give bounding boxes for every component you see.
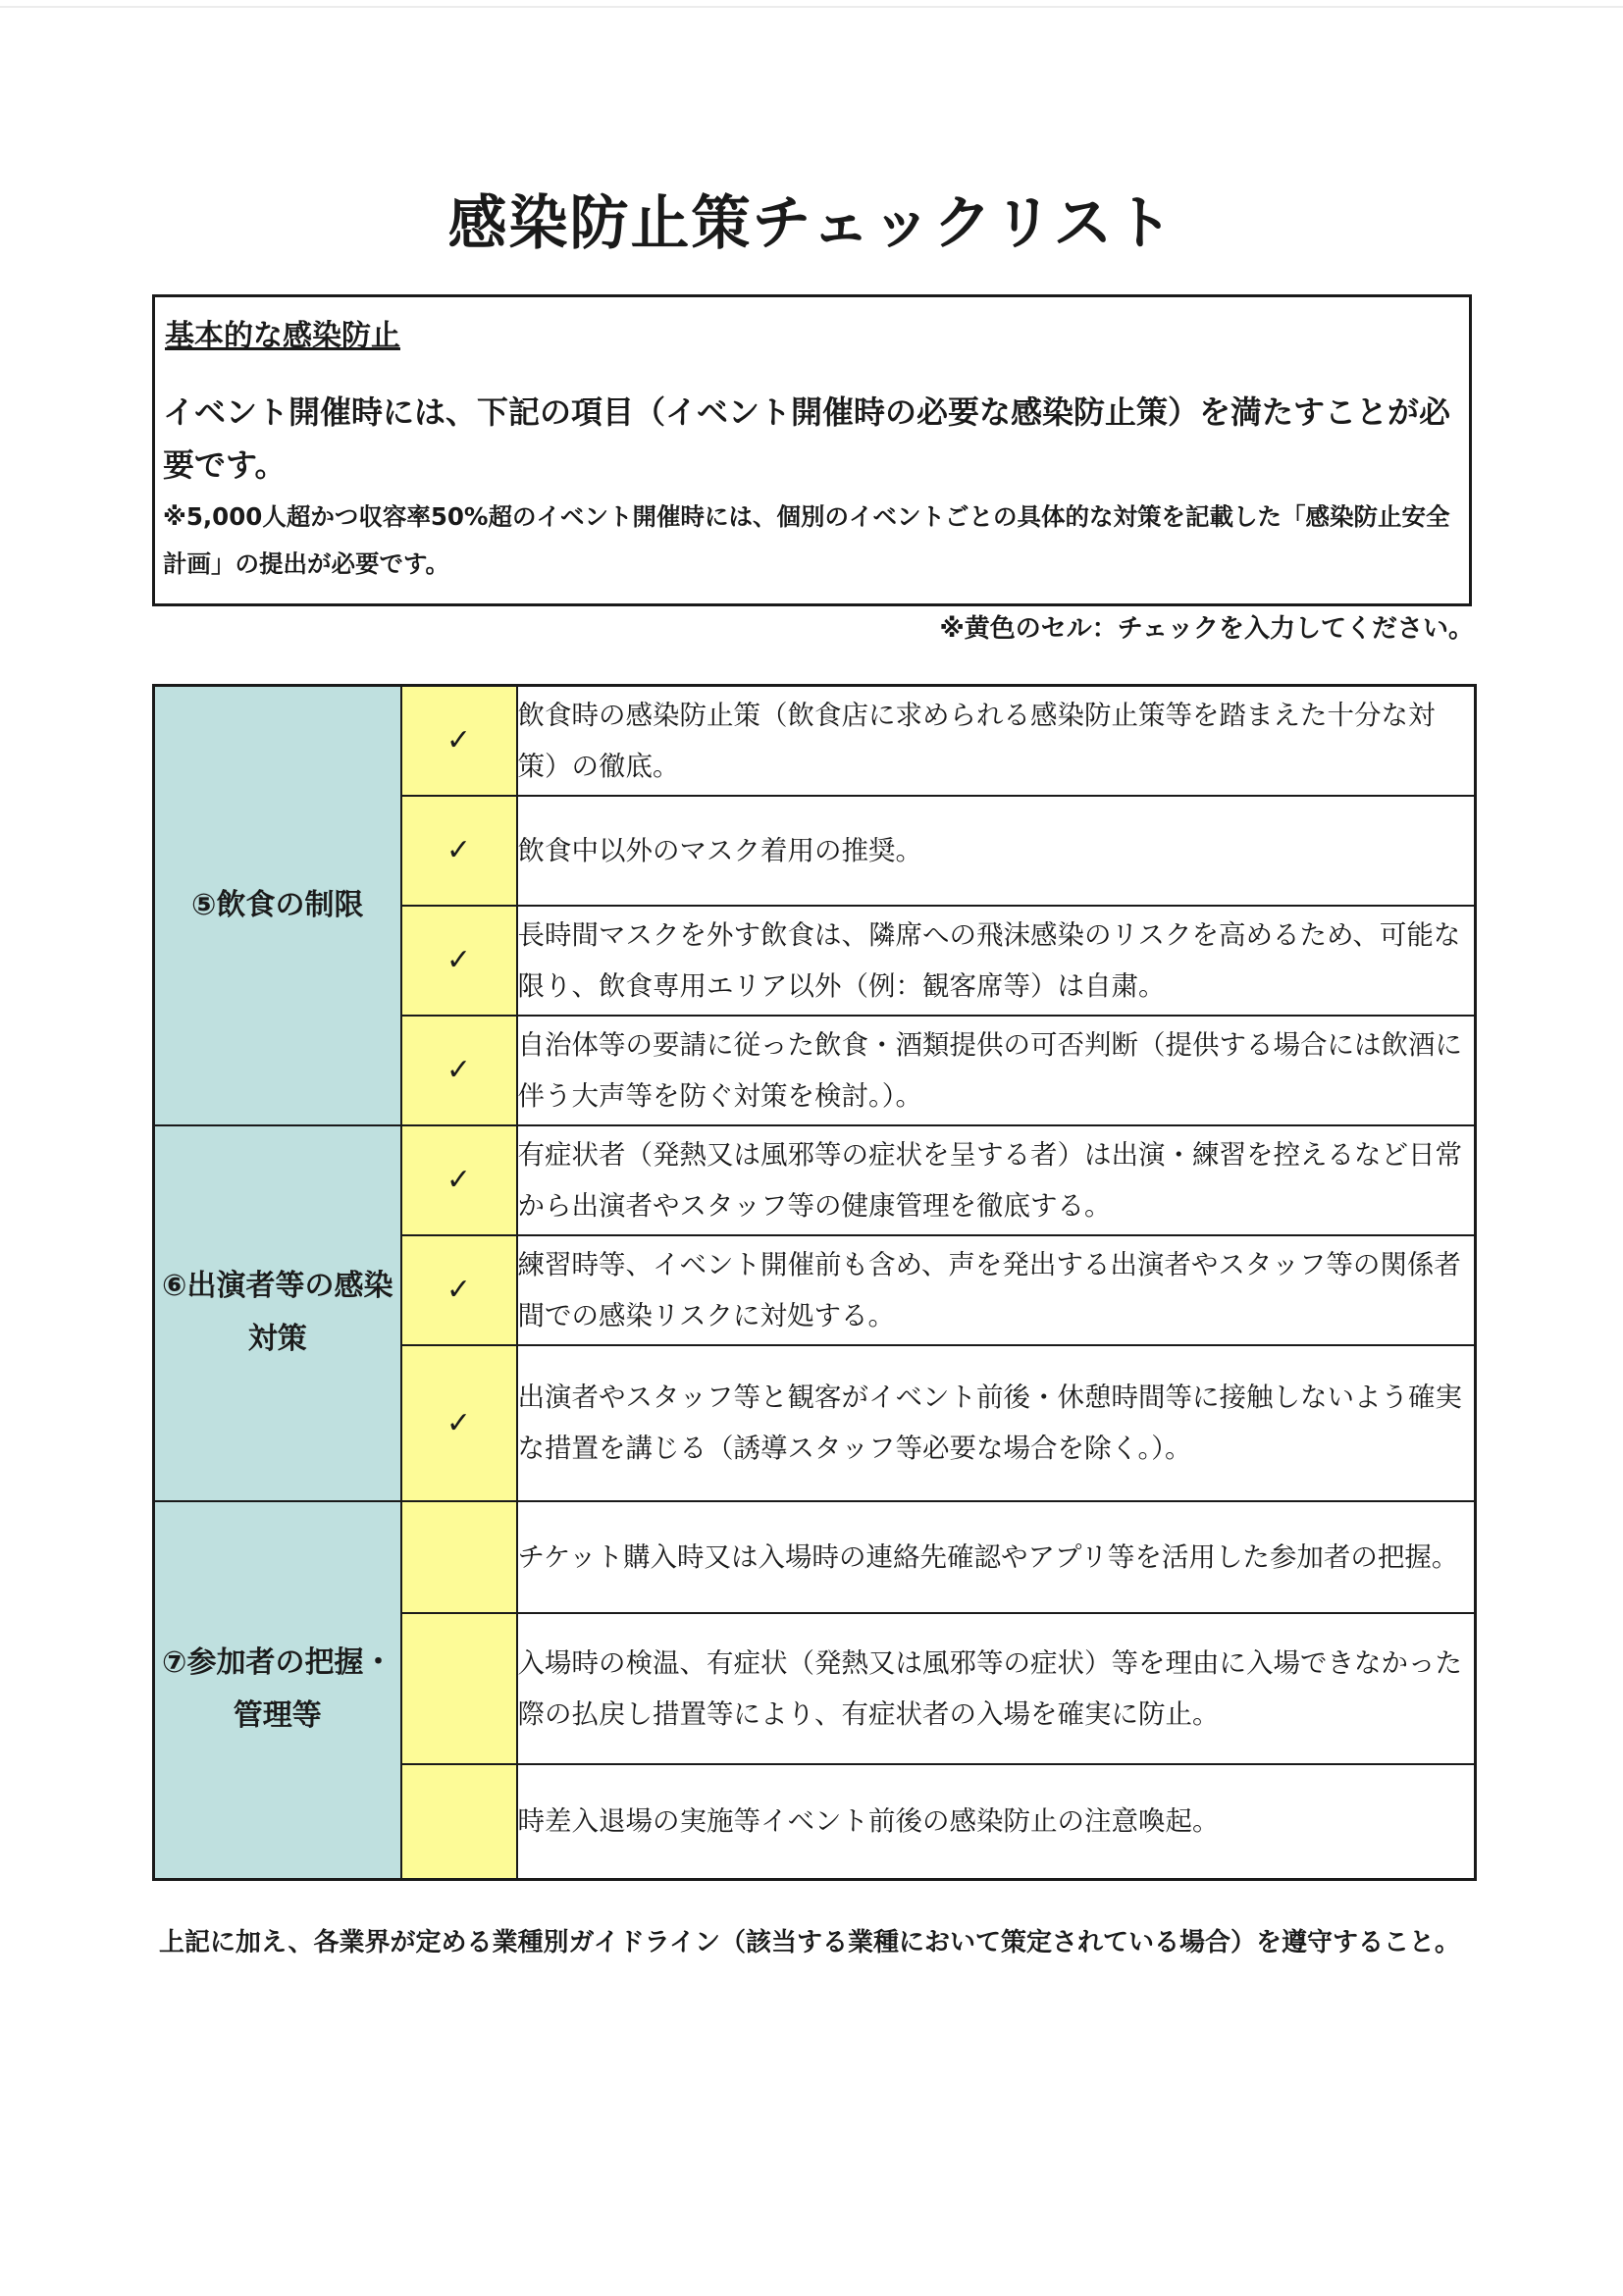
item-text: 入場時の検温、有症状（発熱又は風邪等の症状）等を理由に入場できなかった際の払戻し措置等により、有症状者の入場を確実に防止。 (517, 1613, 1476, 1764)
info-main-text: イベント開催時には、下記の項目（イベント開催時の必要な感染防止策）を満たすことが必要です。 (163, 393, 1451, 484)
checklist-table (152, 684, 1477, 1881)
info-heading: 基本的な感染防止 (165, 319, 400, 353)
check-cell[interactable]: ✓ (401, 1016, 517, 1125)
table-row (154, 1125, 1476, 1235)
category-cell-food: ⑤飲食の制限 (154, 686, 401, 1125)
check-cell[interactable]: ✓ (401, 1125, 517, 1235)
check-cell[interactable] (401, 1501, 517, 1613)
check-cell[interactable]: ✓ (401, 686, 517, 796)
check-cell[interactable]: ✓ (401, 906, 517, 1016)
yellow-cell-instruction: ※黄色のセル：チェックを入力してください。 (939, 614, 1474, 644)
item-text: 飲食中以外のマスク着用の推奨。 (517, 796, 1476, 906)
category-cell-performers: ⑥出演者等の感染対策 (154, 1125, 401, 1501)
page-title: 感染防止策チェックリスト (447, 189, 1176, 258)
category-cell-participants: ⑦参加者の把握・管理等 (154, 1501, 401, 1880)
item-text: 時差入退場の実施等イベント前後の感染防止の注意喚起。 (517, 1764, 1476, 1880)
item-text: 出演者やスタッフ等と観客がイベント前後・休憩時間等に接触しないよう確実な措置を講じる（誘導スタッフ等必要な場合を除く。）。 (517, 1345, 1476, 1501)
table-row (154, 686, 1476, 796)
scan-edge-line (0, 6, 1623, 8)
check-cell[interactable]: ✓ (401, 1345, 517, 1501)
footer-note: 上記に加え、各業界が定める業種別ガイドライン（該当する業種において策定されている場合）を遵守すること。 (159, 1928, 1461, 1957)
item-text: 自治体等の要請に従った飲食・酒類提供の可否判断（提供する場合には飲酒に伴う大声等を防ぐ対策を検討。）。 (517, 1016, 1476, 1125)
check-cell[interactable]: ✓ (401, 1235, 517, 1345)
check-cell[interactable] (401, 1764, 517, 1880)
item-text: 長時間マスクを外す飲食は、隣席への飛沫感染のリスクを高めるため、可能な限り、飲食専用エリア以外（例：観客席等）は自粛。 (517, 906, 1476, 1016)
item-text: チケット購入時又は入場時の連絡先確認やアプリ等を活用した参加者の把握。 (517, 1501, 1476, 1613)
item-text: 有症状者（発熱又は風邪等の症状を呈する者）は出演・練習を控えるなど日常から出演者やスタッフ等の健康管理を徹底する。 (517, 1125, 1476, 1235)
item-text: 飲食時の感染防止策（飲食店に求められる感染防止策等を踏まえた十分な対策）の徹底。 (517, 686, 1476, 796)
basic-info-box (152, 294, 1472, 606)
table-row (154, 1501, 1476, 1613)
item-text: 練習時等、イベント開催前も含め、声を発出する出演者やスタッフ等の関係者間での感染リスクに対処する。 (517, 1235, 1476, 1345)
info-note-text: ※5,000人超かつ収容率50%超のイベント開催時には、個別のイベントごとの具体的な対策を記載した「感染防止安全計画」の提出が必要です。 (163, 502, 1450, 578)
check-cell[interactable]: ✓ (401, 796, 517, 906)
check-cell[interactable] (401, 1613, 517, 1764)
